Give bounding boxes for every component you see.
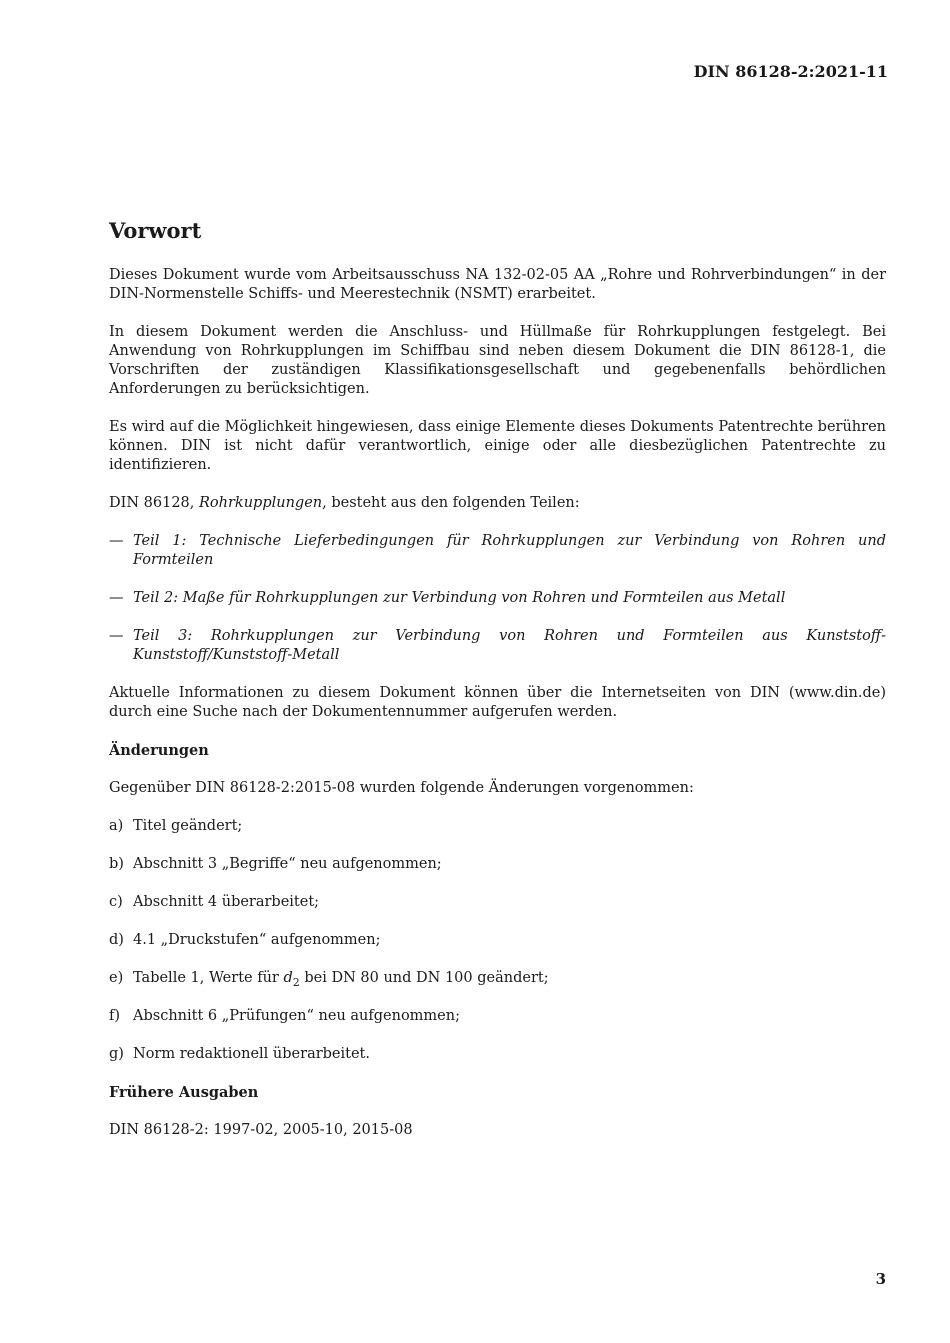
change-text-after: bei DN 80 und DN 100 geändert; [299,970,549,986]
change-text: Abschnitt 6 „Prüfungen“ neu aufgenommen; [133,1008,460,1024]
change-text: 4.1 „Druckstufen“ aufgenommen; [133,932,381,948]
math-variable: d [283,970,293,986]
list-item [109,855,886,874]
paragraph: Es wird auf die Möglichkeit hingewiesen, dass einige Elemente dieses Dokuments Patentrechte berühren können. DIN ist nicht dafür verantwortlich, einige oder alle diesbezüglichen Patentrechte zu identifizieren. [109,419,886,473]
list-item [109,969,886,988]
list-item [109,589,886,608]
math-subscript: 2 [292,976,300,989]
parts-intro-prefix: DIN 86128, [109,495,199,511]
list-item [109,817,886,836]
list-marker: f) [109,1008,121,1024]
list-item [109,1007,886,1026]
list-item [109,893,886,912]
change-text: Abschnitt 3 „Begriffe“ neu aufgenommen; [133,856,442,872]
earlier-editions-text: DIN 86128-2: 1997-02, 2005-10, 2015-08 [109,1122,413,1138]
list-marker: e) [109,970,124,986]
parts-intro [109,494,886,513]
change-text: Abschnitt 4 überarbeitet; [133,894,320,910]
list-marker: g) [109,1046,124,1062]
document-body [109,218,886,1159]
page-number: 3 [875,1270,886,1288]
list-item [109,532,886,570]
part-title: Teil 2: Maße für Rohrkupplungen zur Verbindung von Rohren und Formteilen aus Metall [133,590,786,606]
dash-marker: — [109,533,124,549]
list-item [109,1045,886,1064]
list-marker: a) [109,818,124,834]
paragraph: Dieses Dokument wurde vom Arbeitsausschuss NA 132-02-05 AA „Rohre und Rohrverbindungen“ in der DIN-Normenstelle Schiffs- und Meerestechnik (NSMT) erarbeitet. [109,267,886,302]
list-item [109,627,886,665]
change-text-before: Tabelle 1, Werte für [133,970,284,986]
change-text [133,969,886,988]
change-text: Titel geändert; [133,818,243,834]
parts-intro-suffix: , besteht aus den folgenden Teilen: [322,495,580,511]
section-heading: Vorwort [109,218,202,243]
change-text: Norm redaktionell überarbeitet. [133,1046,370,1062]
list-marker: c) [109,894,123,910]
list-marker: d) [109,932,124,948]
dash-marker: — [109,628,124,644]
earlier-editions-heading: Frühere Ausgaben [109,1084,259,1101]
list-item [109,931,886,950]
parts-intro-title: Rohrkupplungen [199,495,323,511]
paragraph: In diesem Dokument werden die Anschluss- und Hüllmaße für Rohrkupplungen festgelegt. Bei Anwendung von Rohrkupplungen im Schiffbau sind neben diesem Dokument die DIN 86128-1, die Vorschriften der zuständigen Klassifikationsgesellschaft und gegebenenfalls behördlichen Anforderungen zu berücksichtigen. [109,324,886,397]
dash-marker: — [109,590,124,606]
document-id: DIN 86128-2:2021-11 [693,62,888,81]
paragraph: Aktuelle Informationen zu diesem Dokument können über die Internetseiten von DIN (www.din.de) durch eine Suche nach der Dokumentennummer aufgerufen werden. [109,685,886,720]
list-marker: b) [109,856,124,872]
changes-intro: Gegenüber DIN 86128-2:2015-08 wurden folgende Änderungen vorgenommen: [109,780,694,796]
part-title: Teil 1: Technische Lieferbedingungen für Rohrkupplungen zur Verbindung von Rohren und Formteilen [133,533,886,568]
part-title: Teil 3: Rohrkupplungen zur Verbindung von Rohren und Formteilen aus Kunststoff-Kunststoff/Kunststoff-Metall [133,628,886,663]
changes-heading: Änderungen [109,742,209,759]
